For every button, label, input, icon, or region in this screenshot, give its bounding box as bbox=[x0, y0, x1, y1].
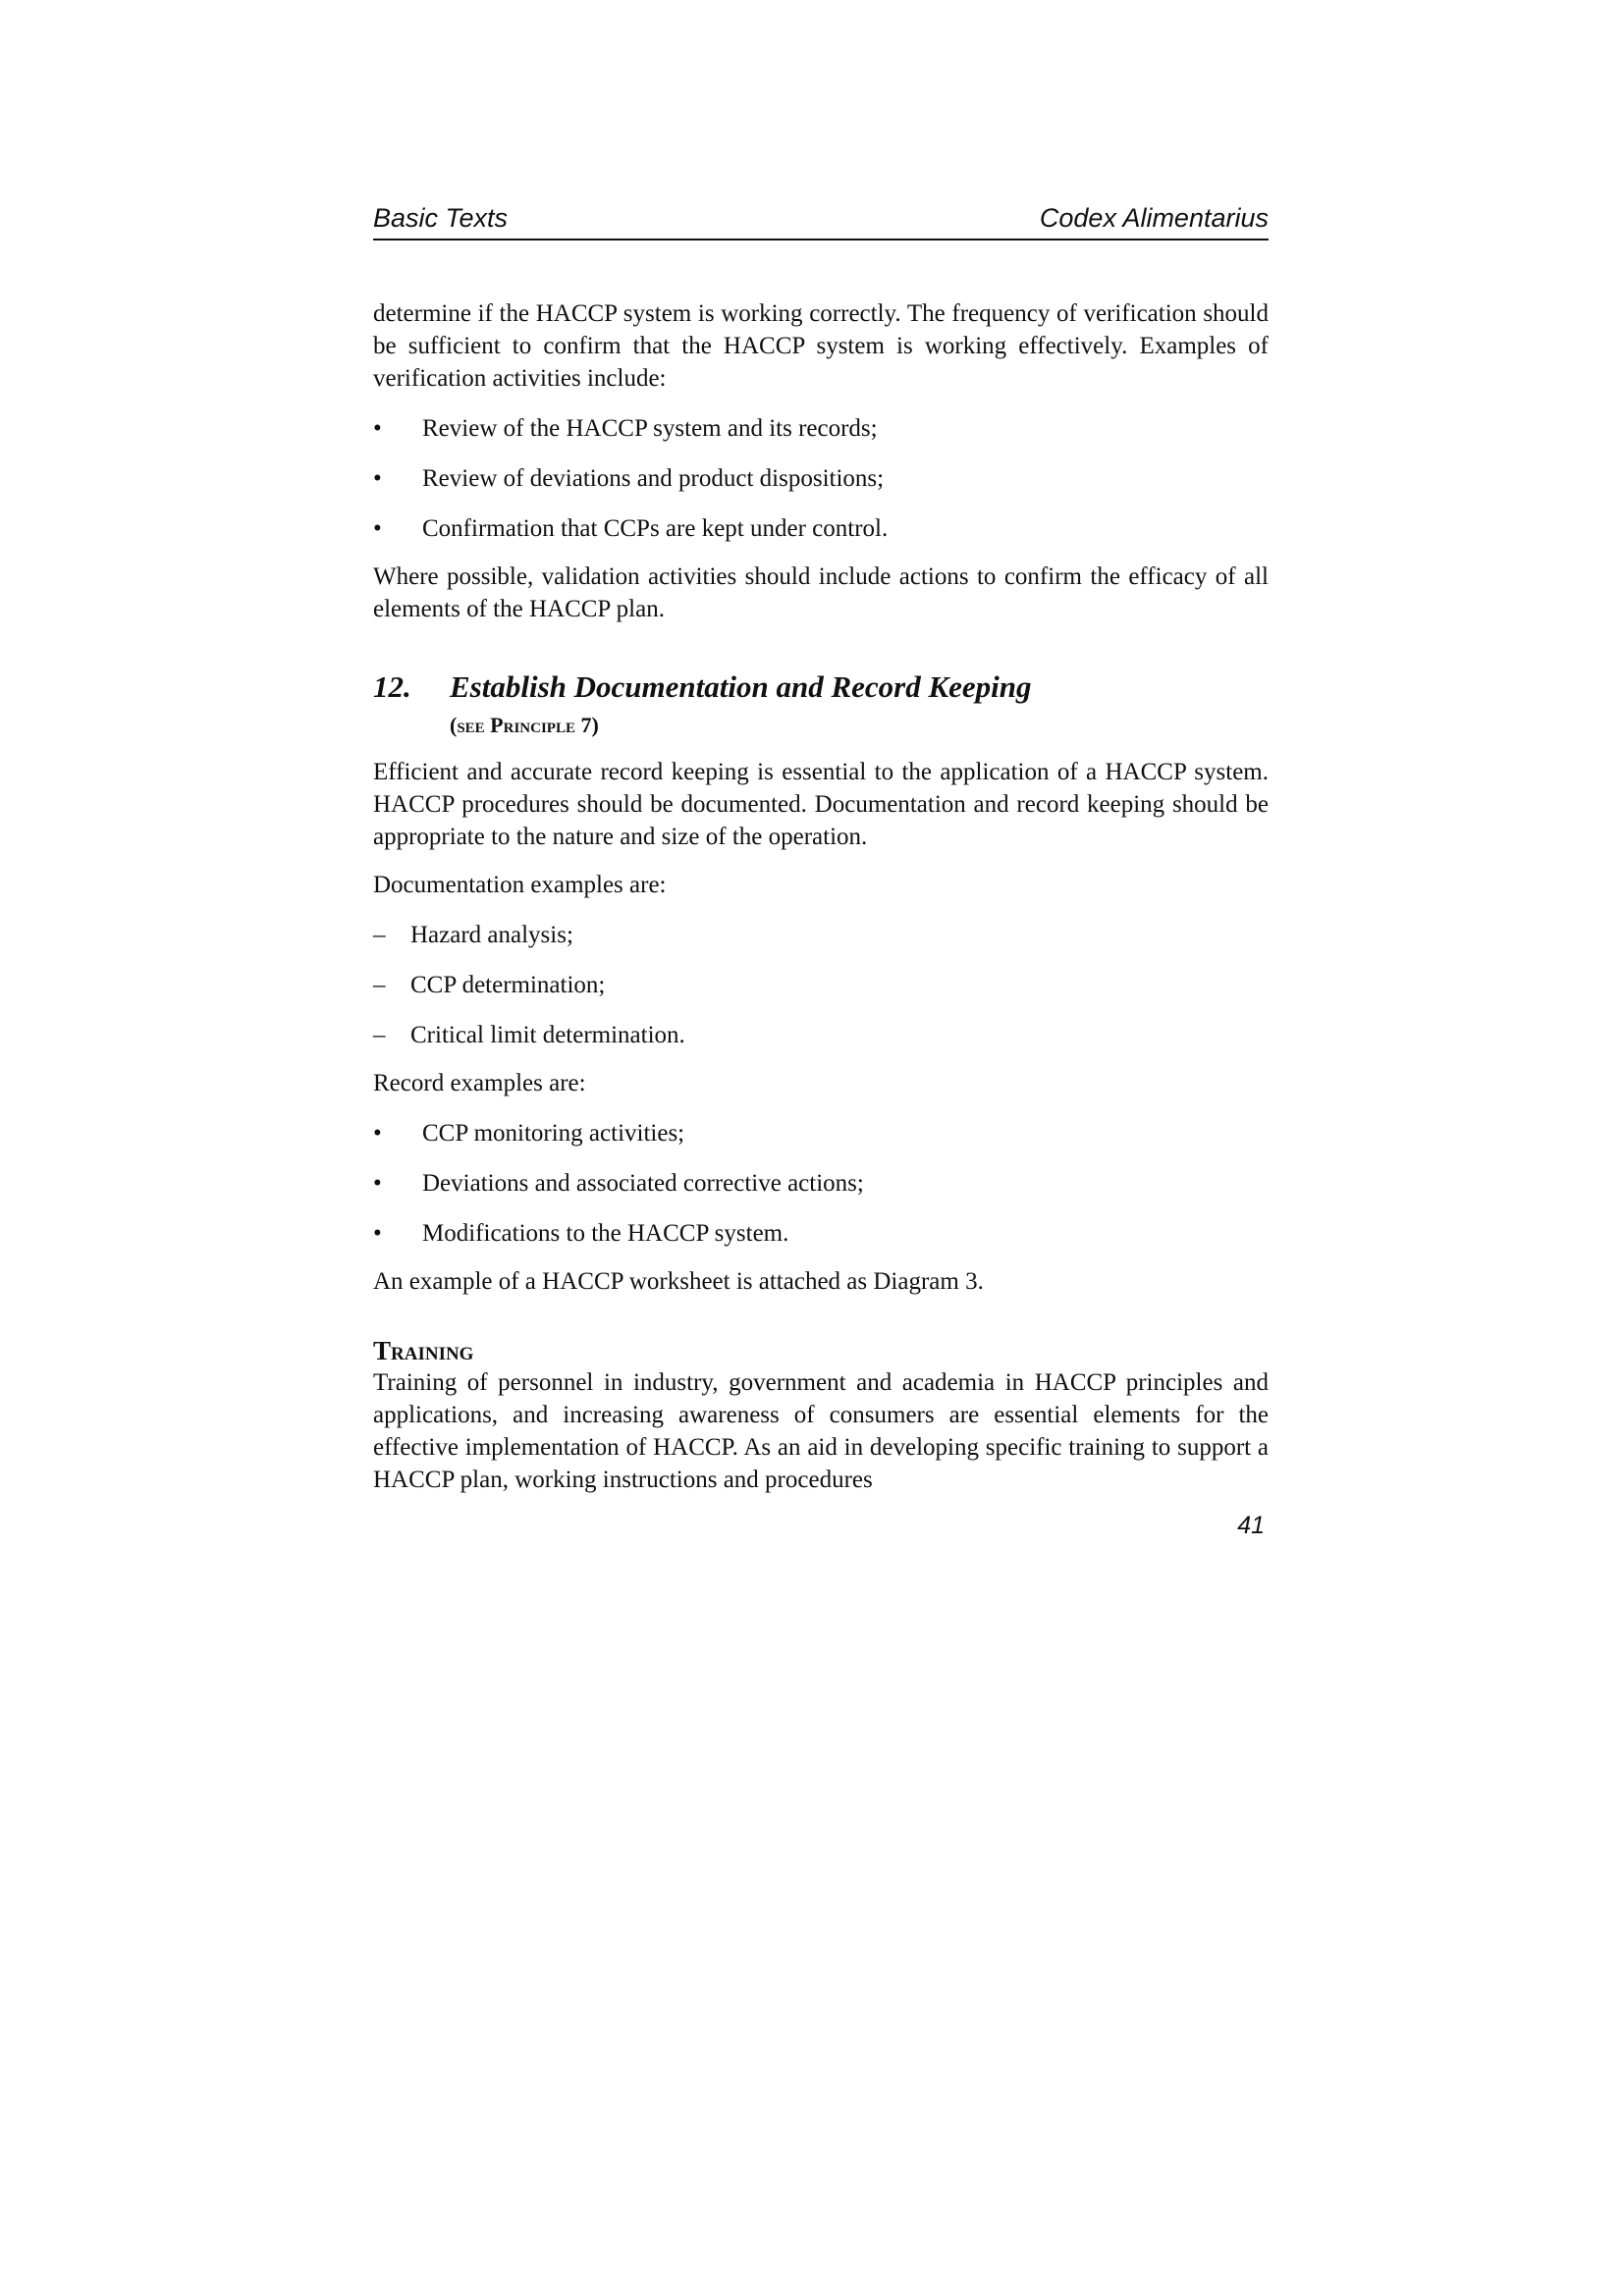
dash-marker: – bbox=[373, 922, 386, 948]
list-item-text: CCP determination; bbox=[410, 972, 606, 998]
list-item bbox=[373, 1019, 1269, 1051]
section-title: Establish Documentation and Record Keeping bbox=[450, 669, 1032, 704]
bullet-marker: • bbox=[373, 515, 382, 542]
bullet-marker: • bbox=[373, 1120, 382, 1147]
page-number: 41 bbox=[1237, 1512, 1265, 1539]
list-item-text: Modifications to the HACCP system. bbox=[422, 1220, 789, 1247]
page-body bbox=[373, 297, 1269, 1496]
list-item bbox=[373, 969, 1269, 1001]
section-12-heading bbox=[373, 667, 1269, 707]
list-item-text: CCP monitoring activities; bbox=[422, 1120, 685, 1147]
documentation-examples-label: Documentation examples are: bbox=[373, 872, 667, 898]
validation-paragraph: Where possible, validation activities should include actions to confirm the efficacy of all elements of the HACCP plan. bbox=[373, 563, 1269, 622]
list-item-text: Deviations and associated corrective actions; bbox=[422, 1170, 864, 1197]
header-right-title: Codex Alimentarius bbox=[1039, 203, 1269, 233]
bullet-marker: • bbox=[373, 465, 382, 492]
bullet-marker: • bbox=[373, 1220, 382, 1247]
list-item bbox=[373, 919, 1269, 951]
running-header bbox=[373, 201, 1269, 240]
list-item-text: Review of the HACCP system and its records; bbox=[422, 415, 878, 442]
worksheet-note-paragraph: An example of a HACCP worksheet is attached as Diagram 3. bbox=[373, 1268, 984, 1295]
list-item-text: Hazard analysis; bbox=[410, 922, 573, 948]
list-item bbox=[373, 412, 1269, 445]
list-item-text: Review of deviations and product dispositions; bbox=[422, 465, 885, 492]
section-number: 12. bbox=[373, 669, 411, 704]
header-left-title: Basic Texts bbox=[373, 203, 509, 233]
list-item-text: Confirmation that CCPs are kept under control. bbox=[422, 515, 889, 542]
record-examples-list bbox=[373, 1117, 1269, 1250]
record-examples-label: Record examples are: bbox=[373, 1070, 586, 1096]
verification-intro-paragraph: determine if the HACCP system is working correctly. The frequency of verification should be sufficient to confirm that the HACCP system is working effectively. Examples of verification activities include: bbox=[373, 300, 1269, 392]
section-reference: (see Principle 7) bbox=[450, 713, 599, 737]
verification-activities-list bbox=[373, 412, 1269, 545]
dash-marker: – bbox=[373, 1022, 386, 1048]
list-item bbox=[373, 1167, 1269, 1200]
bullet-marker: • bbox=[373, 1170, 382, 1197]
list-item bbox=[373, 512, 1269, 545]
list-item bbox=[373, 462, 1269, 495]
record-keeping-intro-paragraph: Efficient and accurate record keeping is essential to the application of a HACCP system. HACCP procedures should be documented. Documentation and record keeping should be appropriate to the nature and size of the operation. bbox=[373, 759, 1269, 850]
list-item bbox=[373, 1117, 1269, 1149]
list-item-text: Critical limit determination. bbox=[410, 1022, 685, 1048]
training-paragraph: Training of personnel in industry, government and academia in HACCP principles and applications, and increasing awareness of consumers are essential elements for the effective implementation of HACCP. As an aid in developing specific training to support a HACCP plan, working instructions and procedures bbox=[373, 1369, 1269, 1493]
document-page bbox=[373, 201, 1269, 1541]
documentation-examples-list bbox=[373, 919, 1269, 1051]
dash-marker: – bbox=[373, 972, 386, 998]
training-heading: Training bbox=[373, 1336, 474, 1365]
list-item bbox=[373, 1217, 1269, 1250]
bullet-marker: • bbox=[373, 415, 382, 442]
